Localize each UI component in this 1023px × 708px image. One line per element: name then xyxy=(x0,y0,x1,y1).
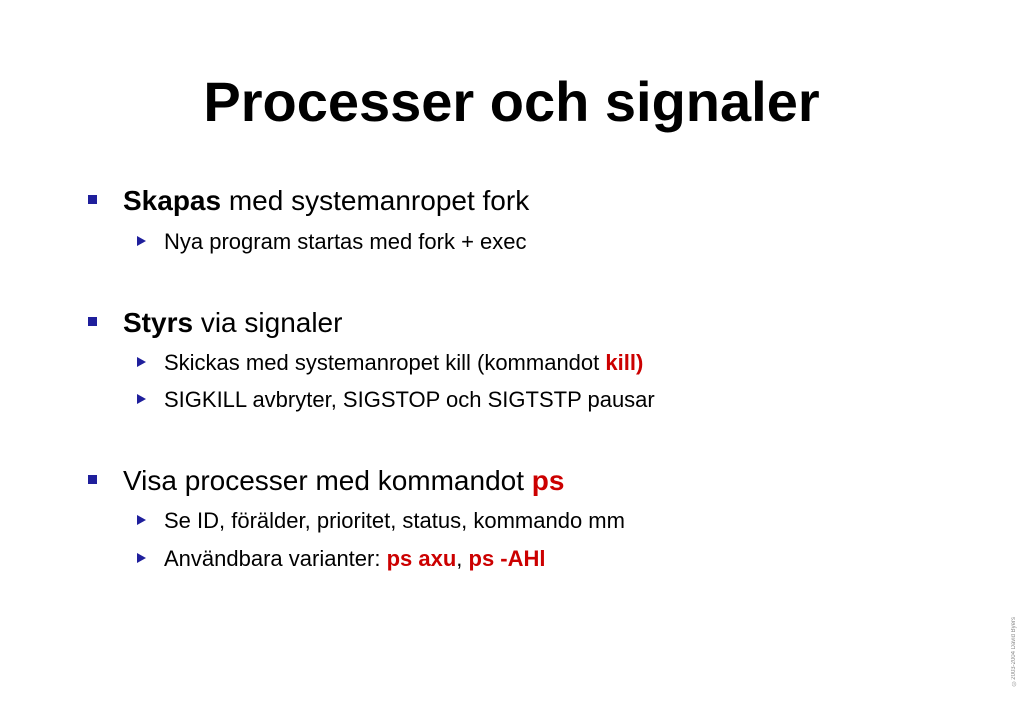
subbullet-nya-program xyxy=(137,227,527,257)
bullet-skapas xyxy=(88,183,529,219)
bullet-text xyxy=(123,185,529,216)
bullet-styrs xyxy=(88,305,342,341)
subbullet-text: SIGKILL avbryter, SIGSTOP och SIGTSTP pausar xyxy=(164,387,655,412)
subbullet-varianter xyxy=(137,544,546,574)
bullet-text xyxy=(123,465,564,496)
separator: , xyxy=(456,546,469,571)
command-kill: kill) xyxy=(605,350,644,375)
command-ps-axu: ps axu xyxy=(386,546,457,571)
subbullet-skickas xyxy=(137,348,643,378)
subbullet-text xyxy=(164,546,546,571)
bullet-keyword: Skapas xyxy=(123,185,222,216)
triangle-bullet-icon xyxy=(137,236,146,246)
triangle-bullet-icon xyxy=(137,515,146,525)
bullet-visa-processer xyxy=(88,463,564,499)
bullet-rest: via signaler xyxy=(193,307,343,338)
command-ps: ps xyxy=(531,465,565,496)
subbullet-text: Nya program startas med fork + exec xyxy=(164,229,527,254)
square-bullet-icon xyxy=(88,317,97,326)
square-bullet-icon xyxy=(88,475,97,484)
bullet-rest: med systemanropet fork xyxy=(221,185,530,216)
subbullet-se-id xyxy=(137,506,625,536)
triangle-bullet-icon xyxy=(137,553,146,563)
command-ps-ahl: ps -AHl xyxy=(468,546,546,571)
copyright-notice: ©2003-2004 David Byers xyxy=(1011,617,1017,686)
square-bullet-icon xyxy=(88,195,97,204)
subbullet-sigkill xyxy=(137,385,655,415)
bullet-plain: Visa processer med kommandot xyxy=(123,465,532,496)
triangle-bullet-icon xyxy=(137,394,146,404)
subbullet-plain: Användbara varianter: xyxy=(164,546,387,571)
triangle-bullet-icon xyxy=(137,357,146,367)
subbullet-text: Se ID, förälder, prioritet, status, kommando mm xyxy=(164,508,625,533)
bullet-text xyxy=(123,307,342,338)
subbullet-text xyxy=(164,350,643,375)
slide-title: Processer och signaler xyxy=(203,70,820,133)
bullet-keyword: Styrs xyxy=(123,307,194,338)
subbullet-plain: Skickas med systemanropet kill (kommandot xyxy=(164,350,606,375)
